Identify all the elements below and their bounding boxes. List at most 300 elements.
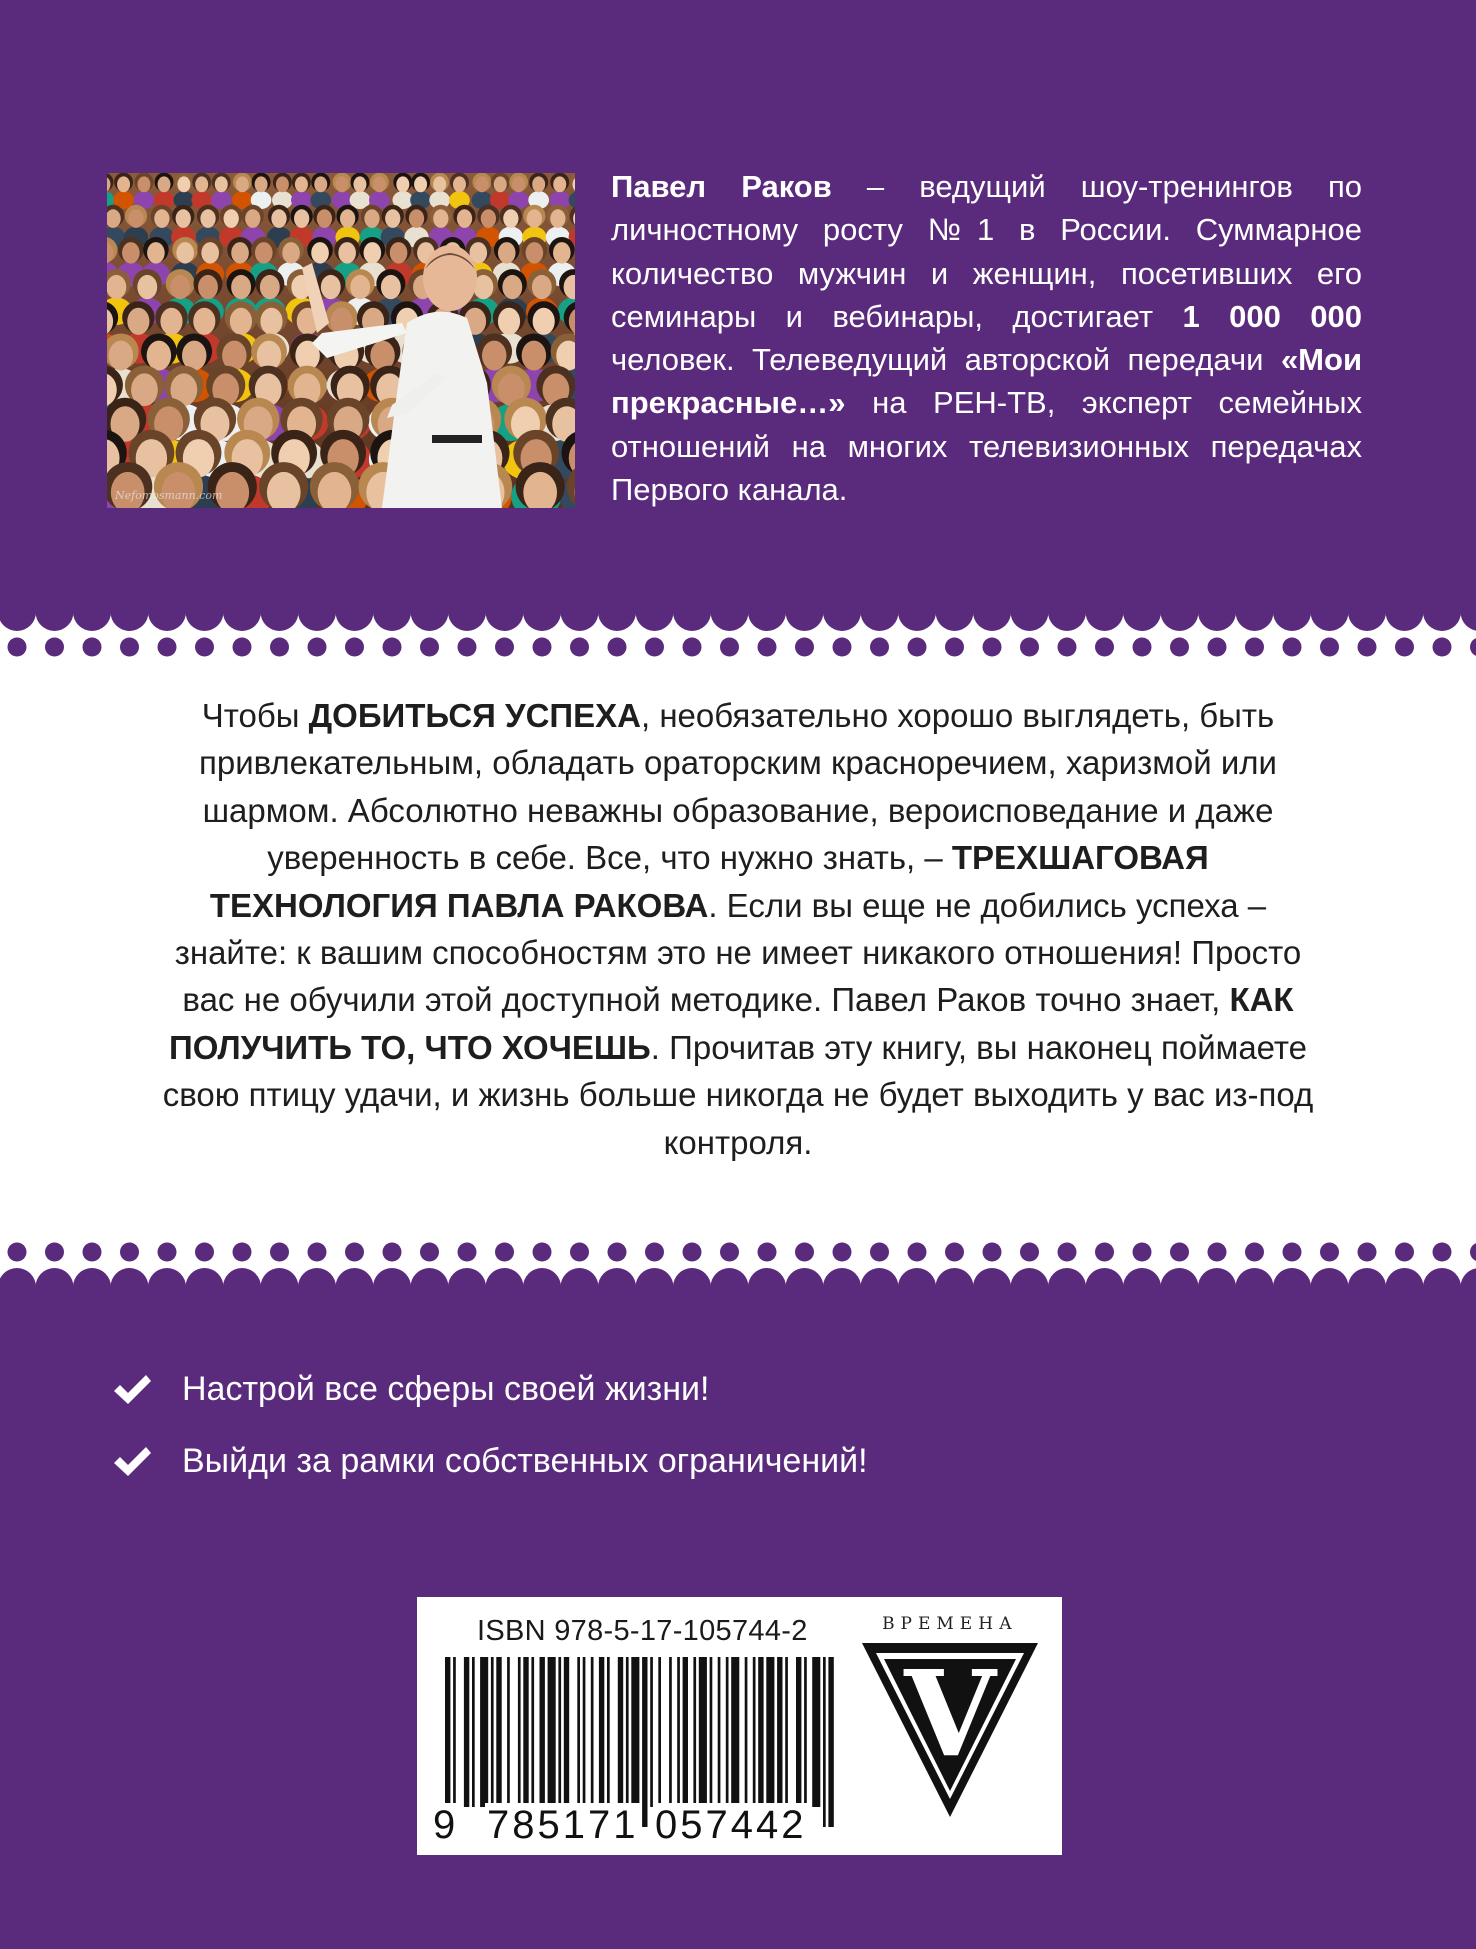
publisher-name: ВРЕМЕНА	[882, 1614, 1018, 1634]
audience-member-face	[260, 308, 282, 335]
scallop-arc	[823, 612, 861, 631]
scallop-arc	[0, 1268, 36, 1287]
scallop-arc	[1273, 612, 1311, 631]
barcode-bar	[804, 1657, 807, 1807]
description-band	[0, 612, 1476, 1287]
scallop-arc	[936, 1268, 974, 1287]
audience-member-face	[224, 209, 239, 228]
audience-member-face	[494, 176, 507, 192]
author-name: Павел Раков	[611, 169, 832, 204]
audience-member-face	[107, 275, 126, 299]
scallop-arc	[861, 1268, 899, 1287]
scallop-dot	[308, 638, 327, 657]
pitch-text-2: , необязательно хорошо выглядеть, быть привлекательным, обладать ораторским красноречием, харизмой или шармом. Абсолютно неважны образование, вероисповедание и даже уверенность в себе. Все, что нужно знать, –	[199, 697, 1277, 877]
scallop-dot	[1433, 638, 1452, 657]
checkmark-icon	[112, 1445, 152, 1479]
scallop-arc	[636, 612, 674, 631]
audience-member-face	[512, 176, 525, 192]
scallop-arc	[748, 1268, 786, 1287]
scallop-dot	[1358, 638, 1377, 657]
scallop-arc	[523, 612, 561, 631]
barcode-bar	[766, 1657, 774, 1807]
scallop-dot	[1470, 1243, 1476, 1262]
scallop-dot	[1133, 1243, 1152, 1262]
scallop-arc	[298, 612, 336, 631]
audience-member-face	[364, 209, 379, 228]
scallop-arc	[898, 1268, 936, 1287]
audience-member-face	[527, 209, 542, 228]
audience-member-face	[160, 308, 182, 335]
scallop-dot	[420, 1243, 439, 1262]
scallop-arc	[411, 1268, 449, 1287]
scallop-arc	[561, 1268, 599, 1287]
scallop-arc	[786, 1268, 824, 1287]
scallop-dot	[1283, 1243, 1302, 1262]
scallop-dot	[945, 638, 964, 657]
audience-member-face	[311, 242, 329, 263]
barcode-bar	[718, 1657, 721, 1807]
bio-text-2: человек. Телеведущий авторской передачи	[611, 342, 1281, 378]
scallop-arc	[1011, 1268, 1049, 1287]
scallop-dot	[83, 1243, 102, 1262]
audience-member-face	[117, 176, 130, 192]
audience-member-face	[128, 209, 143, 228]
scallop-dot	[608, 1243, 627, 1262]
audience-member-face	[200, 209, 215, 228]
scallop-dot	[570, 638, 589, 657]
audience-member-face	[502, 275, 522, 299]
audience-member-face	[433, 176, 446, 192]
audience-member-face	[353, 176, 366, 192]
scallop-arc	[336, 1268, 374, 1287]
scallop-arc	[73, 612, 111, 631]
audience-member-face	[231, 242, 249, 263]
barcode-bar	[577, 1657, 580, 1807]
barcode-bar	[631, 1657, 639, 1807]
scallop-arc	[298, 1268, 336, 1287]
barcode-bar	[693, 1657, 696, 1807]
scallop-dot	[420, 638, 439, 657]
scallop-dot	[495, 638, 514, 657]
audience-member-face	[176, 209, 191, 228]
barcode-bar	[828, 1657, 833, 1827]
scallop-dot	[1058, 638, 1077, 657]
author-bio	[611, 165, 1362, 511]
audience-member-face	[236, 176, 249, 192]
scallop-dot	[120, 1243, 139, 1262]
scallop-dot	[570, 1243, 589, 1262]
audience-member-face	[532, 176, 545, 192]
scallop-arc	[486, 612, 524, 631]
barcode-bar	[745, 1657, 748, 1807]
audience-member-face	[271, 209, 286, 228]
scallop-arc	[373, 1268, 411, 1287]
barcode-bar	[472, 1657, 475, 1807]
scallop-dot	[795, 638, 814, 657]
bio-text-3: на РЕН-ТВ, эксперт семейных отношений на многих телевизионных передачах Первого канала.	[611, 385, 1362, 508]
audience-member-face	[295, 176, 308, 192]
scallop-dot	[345, 1243, 364, 1262]
scallop-dot	[683, 1243, 702, 1262]
audience-member-face	[198, 275, 218, 299]
audience-member-face	[260, 275, 280, 299]
scallop-arc	[598, 1268, 636, 1287]
scallop-arc	[223, 1268, 261, 1287]
scallop-arc	[1273, 1268, 1311, 1287]
audience-member-face	[482, 341, 506, 371]
scallop-dot	[8, 638, 27, 657]
scallop-arc	[673, 1268, 711, 1287]
scallop-dot	[1058, 1243, 1077, 1262]
scallop-dot	[1170, 1243, 1189, 1262]
pitch-text-3: . Если вы еще не добились успеха – знайте: к вашим способностям это не имеет никакого отношения! Просто вас не обучили этой доступной методике. Павел Раков точно знает,	[174, 886, 1302, 1019]
audience-member-face	[340, 209, 355, 228]
barcode-bar	[726, 1657, 729, 1807]
scallop-arc	[748, 612, 786, 631]
audience-member-face	[137, 176, 150, 192]
audience-member-face	[127, 308, 149, 335]
audience-member-face	[147, 242, 165, 263]
audience-member-face	[276, 176, 289, 192]
barcode-bar	[523, 1657, 528, 1807]
audience-member-face	[409, 209, 424, 228]
scallop-arc	[36, 1268, 74, 1287]
scallop-arc	[148, 612, 186, 631]
pitch-highlight-how-to-get: КАК ПОЛУЧИТЬ ТО, ЧТО ХОЧЕШЬ	[168, 981, 1294, 1066]
barcode-bar	[445, 1657, 450, 1827]
audience-member-face	[336, 176, 349, 192]
scallop-arc	[1348, 1268, 1386, 1287]
scallop-dot	[720, 1243, 739, 1262]
scallop-dot	[495, 1243, 514, 1262]
audience-member-face	[321, 275, 341, 299]
audience-member-face	[158, 176, 171, 192]
scallop-edge-bottom	[0, 1237, 1476, 1287]
audience-member-face	[414, 176, 427, 192]
scallop-arc	[561, 612, 599, 631]
scallop-arc	[598, 612, 636, 631]
barcode-bar	[658, 1657, 661, 1807]
publisher-letter: V	[904, 1644, 996, 1783]
scallop-arc	[1236, 1268, 1274, 1287]
scallop-arc	[1386, 612, 1424, 631]
audience-member-face	[503, 209, 518, 228]
bio-text-1: – ведущий шоу-тренингов по личностному росту №1 в России. Суммарное количество мужчин и женщин, посетивших его семинары и вебинары, достигает	[611, 169, 1362, 334]
bullet-item	[112, 1442, 868, 1481]
isbn-label: ISBN 978-5-17-105744-2	[477, 1615, 808, 1647]
barcode-bar	[558, 1657, 561, 1807]
scallop-dot	[1095, 638, 1114, 657]
scallop-dot	[533, 638, 552, 657]
barcode-bar	[464, 1657, 469, 1807]
scallop-dot	[645, 638, 664, 657]
barcode-digits	[417, 1803, 837, 1847]
barcode-bar	[591, 1657, 594, 1807]
pitch-highlight-technology: ТРЕХШАГОВАЯ ТЕХНОЛОГИЯ ПАВЛА РАКОВА	[209, 839, 1209, 924]
scallop-dot	[195, 1243, 214, 1262]
audience-member-face	[498, 242, 516, 263]
scallop-dot	[908, 1243, 927, 1262]
scallop-arc	[786, 612, 824, 631]
barcode-bar	[453, 1657, 456, 1807]
audience-member-face	[215, 176, 228, 192]
tv-show-title: «Мои прекрасные…»	[611, 342, 1362, 421]
scallop-dot	[870, 1243, 889, 1262]
scallop-dot	[945, 1243, 964, 1262]
audience-member-face	[230, 308, 252, 335]
scallop-arc	[186, 1268, 224, 1287]
audience-member-face	[373, 176, 386, 192]
barcode-bar	[669, 1657, 672, 1807]
scallop-dot	[1208, 638, 1227, 657]
scallop-dot	[8, 1243, 27, 1262]
audience-member-face	[475, 176, 488, 192]
scallop-dot	[1245, 638, 1264, 657]
scallop-arc	[936, 612, 974, 631]
scallop-dot	[1470, 638, 1476, 657]
audience-member-face	[453, 176, 466, 192]
scallop-dot	[720, 638, 739, 657]
scallop-arc	[148, 1268, 186, 1287]
barcode-digit-group-1: 785171	[487, 1803, 639, 1847]
barcode-bar	[540, 1657, 545, 1807]
audience-member-face	[170, 275, 190, 299]
scallop-arc	[1123, 1268, 1161, 1287]
audience-member-face	[533, 308, 555, 335]
scallop-dot	[795, 1243, 814, 1262]
audience-photo-art	[107, 173, 575, 508]
scallop-dot	[870, 638, 889, 657]
scallop-dot	[1320, 638, 1339, 657]
bullet-item	[112, 1370, 709, 1409]
audience-member-face	[282, 242, 300, 263]
scallop-arc	[186, 612, 224, 631]
barcode-bar	[785, 1657, 788, 1807]
book-description	[150, 692, 1326, 1166]
scallop-dot	[833, 1243, 852, 1262]
scallop-arc	[711, 612, 749, 631]
scallop-dot	[383, 638, 402, 657]
scallop-dot	[1020, 638, 1039, 657]
scallop-dot	[383, 1243, 402, 1262]
pitch-highlight-success: ДОБИТЬСЯ УСПЕХА	[308, 697, 641, 734]
scallop-arc	[73, 1268, 111, 1287]
scallop-dot	[308, 1243, 327, 1262]
audience-member-face	[385, 209, 400, 228]
barcode-bar	[731, 1657, 739, 1807]
audience-member-face	[317, 209, 332, 228]
audience-member-face	[522, 341, 546, 371]
scallop-arc	[261, 1268, 299, 1287]
barcode-bar	[607, 1657, 610, 1807]
audience-member-face	[350, 275, 370, 299]
scallop-edge-top	[0, 612, 1476, 662]
scallop-dot	[1170, 638, 1189, 657]
barcode-panel	[417, 1597, 1062, 1855]
scallop-arc	[0, 612, 36, 631]
scallop-arc	[523, 1268, 561, 1287]
scallop-dot	[1283, 638, 1302, 657]
barcode-bar	[823, 1657, 826, 1827]
barcode-bar	[626, 1657, 629, 1807]
scallop-arc	[1198, 1268, 1236, 1287]
scallop-arc	[261, 612, 299, 631]
audience-member-face	[201, 242, 219, 263]
scallop-dot	[120, 638, 139, 657]
scallop-arc	[673, 612, 711, 631]
audience-member-face	[109, 341, 133, 371]
scallop-arc	[1161, 1268, 1199, 1287]
barcode-bar	[683, 1657, 688, 1807]
scallop-arc	[223, 612, 261, 631]
barcode-bar	[812, 1657, 820, 1807]
barcode-bar	[599, 1657, 604, 1807]
scallop-dot	[45, 1243, 64, 1262]
scallop-arc	[1461, 1268, 1476, 1287]
audience-member-face	[526, 242, 544, 263]
scallop-dot	[158, 638, 177, 657]
scallop-dot	[1095, 1243, 1114, 1262]
barcode-first-digit: 9	[433, 1803, 456, 1847]
scallop-dot	[533, 1243, 552, 1262]
scallop-arc	[973, 612, 1011, 631]
scallop-dot	[1358, 1243, 1377, 1262]
scallop-dot	[983, 638, 1002, 657]
audience-member-face	[154, 209, 169, 228]
scallop-arc	[411, 612, 449, 631]
audience-member-face	[550, 209, 565, 228]
barcode-bar	[548, 1657, 556, 1807]
publisher-logo	[850, 1607, 1050, 1847]
barcode-bar	[507, 1657, 510, 1807]
scallop-arc	[1048, 1268, 1086, 1287]
audience-number: 1 000 000	[1182, 298, 1362, 334]
scallop-arc	[111, 1268, 149, 1287]
barcode-bar	[564, 1657, 569, 1807]
audience-member-face	[177, 176, 190, 192]
barcode-bar	[583, 1657, 586, 1807]
barcode-bar	[777, 1657, 782, 1807]
barcode-bar	[699, 1657, 707, 1807]
audience-member-face	[364, 242, 382, 263]
scallop-arc	[36, 612, 74, 631]
scallop-arc	[1386, 1268, 1424, 1287]
scallop-arc	[1086, 1268, 1124, 1287]
scallop-arc	[1011, 612, 1049, 631]
scallop-dot	[1320, 1243, 1339, 1262]
barcode-bar	[758, 1657, 763, 1807]
scallop-arc	[1423, 612, 1461, 631]
barcode-bar	[618, 1657, 623, 1807]
barcode-bar	[642, 1657, 647, 1827]
audience-member-face	[433, 209, 448, 228]
scallop-dot	[683, 638, 702, 657]
scallop-arc	[336, 612, 374, 631]
audience-member-face	[498, 308, 520, 335]
author-photo	[107, 173, 575, 508]
scallop-arc	[1236, 612, 1274, 631]
scallop-arc	[711, 1268, 749, 1287]
pitch-text-1: Чтобы	[201, 697, 309, 734]
audience-member-face	[195, 176, 208, 192]
scallop-dot	[908, 638, 927, 657]
audience-member-face	[390, 242, 408, 263]
audience-member-face	[255, 242, 273, 263]
scallop-dot	[1245, 1243, 1264, 1262]
scallop-dot	[758, 1243, 777, 1262]
checkmark-icon	[112, 1373, 152, 1407]
scallop-dot	[1433, 1243, 1452, 1262]
audience-member-face	[553, 176, 566, 192]
audience-member-face	[147, 341, 171, 371]
scallop-dot	[758, 638, 777, 657]
scallop-dot	[345, 638, 364, 657]
scallop-arc	[823, 1268, 861, 1287]
barcode-bar	[753, 1657, 756, 1807]
scallop-arc	[1461, 612, 1476, 631]
scallop-arc	[636, 1268, 674, 1287]
audience-member-face	[231, 275, 251, 299]
scallop-arc	[1086, 612, 1124, 631]
scallop-arc	[373, 612, 411, 631]
barcode-bar	[480, 1657, 488, 1807]
audience-member-face	[176, 242, 194, 263]
svg-text:Nеfотоsmann.com: Nеfотоsmann.com	[115, 489, 223, 502]
barcode-bar	[677, 1657, 680, 1807]
barcode-bar	[650, 1657, 653, 1807]
scallop-dot	[45, 638, 64, 657]
scallop-arc	[1311, 1268, 1349, 1287]
scallop-dot	[1395, 1243, 1414, 1262]
audience-member-face	[481, 209, 496, 228]
barcode-bar	[531, 1657, 534, 1807]
scallop-dot	[458, 638, 477, 657]
audience-member-face	[381, 275, 401, 299]
scallop-arc	[486, 1268, 524, 1287]
barcode-bar	[491, 1657, 494, 1807]
scallop-arc	[861, 612, 899, 631]
scallop-dot	[83, 638, 102, 657]
audience-member-face	[255, 176, 268, 192]
scallop-dot	[158, 1243, 177, 1262]
scallop-arc	[448, 612, 486, 631]
scallop-dot	[645, 1243, 664, 1262]
scallop-arc	[1198, 612, 1236, 631]
scallop-dot	[195, 638, 214, 657]
scallop-dot	[1395, 638, 1414, 657]
bullet-text: Выйди за рамки собственных ограничений!	[182, 1442, 868, 1480]
scallop-arc	[973, 1268, 1011, 1287]
barcode-bar	[518, 1657, 521, 1807]
scallop-dot	[833, 638, 852, 657]
barcode-digit-group-2: 057442	[655, 1803, 807, 1847]
bullet-text: Настрой все сферы своей жизни!	[182, 1370, 710, 1408]
scallop-dot	[458, 1243, 477, 1262]
barcode-bar	[710, 1657, 713, 1807]
scallop-arc	[111, 612, 149, 631]
scallop-dot	[270, 1243, 289, 1262]
audience-member-face	[245, 209, 260, 228]
scallop-dot	[1020, 1243, 1039, 1262]
scallop-dot	[983, 1243, 1002, 1262]
scallop-dot	[608, 638, 627, 657]
scallop-dot	[1208, 1243, 1227, 1262]
scallop-arc	[1123, 612, 1161, 631]
audience-member-face	[532, 275, 552, 299]
scallop-arc	[898, 612, 936, 631]
audience-member-face	[553, 242, 571, 263]
audience-member-face	[122, 242, 140, 263]
